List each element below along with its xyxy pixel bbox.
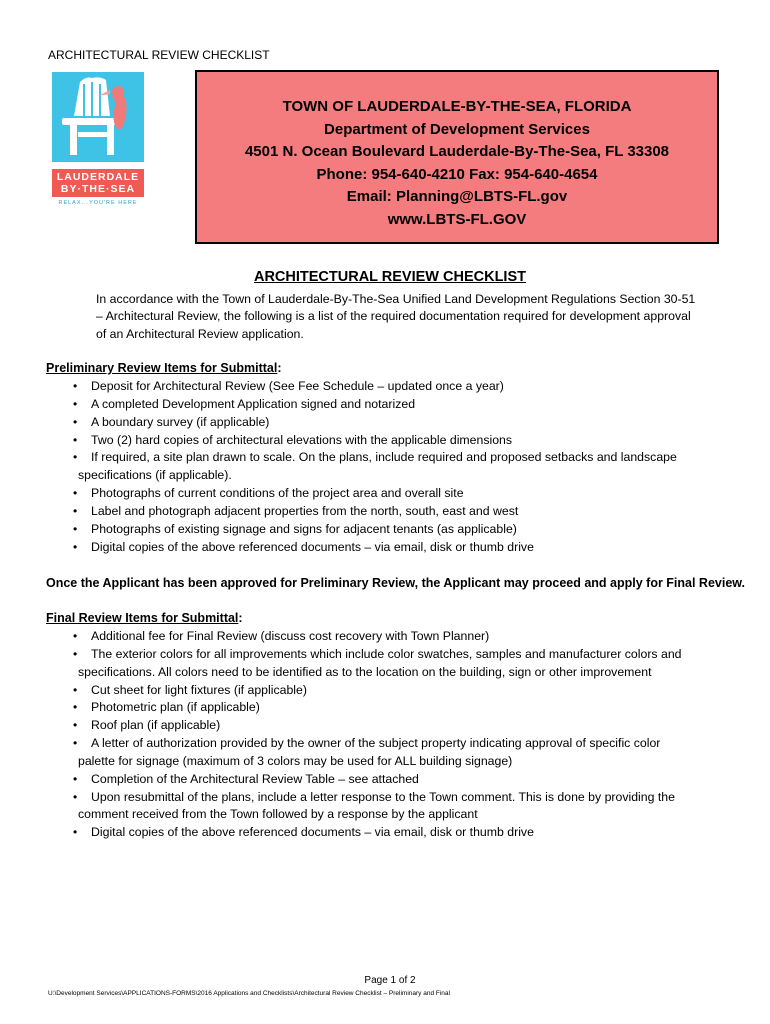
- list-item-continuation: specifications (if applicable).: [78, 468, 232, 483]
- department-name: Department of Development Services: [324, 120, 590, 138]
- list-item: • Upon resubmittal of the plans, include a letter response to the Town comment. This is done by providing the: [73, 789, 675, 804]
- list-item: • Deposit for Architectural Review (See Fee Schedule – updated once a year): [73, 379, 504, 393]
- page-number: Page 1 of 2: [364, 975, 416, 986]
- beach-chair-pelican-icon: [52, 72, 144, 162]
- intro-paragraph: In accordance with the Town of Lauderdale-By-The-Sea Unified Land Development Regulations Section 30-51 – Architectural Review, the following is a list of the required documentation required for development approval of an Architectural Review application.: [96, 292, 696, 341]
- file-path: U:\Development Services\APPLICATIONS-FORMS\2016 Applications and Checklists\Architectural Review Checklist – Preliminary and Final: [48, 990, 450, 997]
- list-item: • Completion of the Architectural Review Table – see attached: [73, 771, 419, 786]
- list-item-continuation: comment received from the Town followed by a response by the applicant: [78, 807, 478, 822]
- town-contact-box: [195, 70, 719, 244]
- list-item: • Two (2) hard copies of architectural elevations with the applicable dimensions: [73, 432, 513, 447]
- street-address: 4501 N. Ocean Boulevard Lauderdale-By-The-Sea, FL 33308: [244, 143, 670, 160]
- logo-wordmark: LAUDERDALE BY·THE·SEA: [52, 169, 144, 197]
- list-item: • Photometric plan (if applicable): [73, 700, 260, 715]
- town-name: TOWN OF LAUDERDALE-BY-THE-SEA, FLORIDA: [282, 98, 632, 115]
- list-item: • If required, a site plan drawn to scale. On the plans, include required and proposed setbacks and landscape: [73, 450, 677, 465]
- list-item: • Roof plan (if applicable): [73, 718, 221, 733]
- preliminary-list: [72, 378, 677, 556]
- list-item: • A boundary survey (if applicable): [73, 414, 270, 429]
- list-item: • Digital copies of the above referenced documents – via email, disk or thumb drive: [73, 825, 534, 840]
- document-title: ARCHITECTURAL REVIEW CHECKLIST: [253, 269, 526, 285]
- preliminary-heading: Preliminary Review Items for Submittal:: [46, 361, 282, 375]
- phone-fax: Phone: 954-640-4210 Fax: 954-640-4654: [316, 165, 598, 183]
- logo-tagline: RELAX...YOU'RE HERE: [58, 200, 138, 206]
- email-address: Email: Planning@LBTS-FL.gov: [346, 188, 568, 205]
- town-logo: [52, 72, 144, 206]
- approval-note: Once the Applicant has been approved for Preliminary Review, the Applicant may proceed and apply for Final Review.: [46, 576, 746, 590]
- final-list: [72, 628, 682, 842]
- website-url: www.LBTS-FL.GOV: [387, 210, 527, 228]
- final-heading: Final Review Items for Submittal:: [46, 611, 243, 625]
- list-item: • Digital copies of the above referenced documents – via email, disk or thumb drive: [73, 539, 534, 554]
- list-item: • Label and photograph adjacent properties from the north, south, east and west: [73, 503, 519, 518]
- list-item-continuation: specifications. All colors need to be identified as to the location on the building, sign or other improvement: [78, 664, 652, 679]
- list-item: • A letter of authorization provided by the owner of the subject property indicating approval of specific color: [73, 736, 661, 751]
- list-item: • Photographs of existing signage and signs for adjacent tenants (as applicable): [73, 521, 517, 536]
- list-item: • Additional fee for Final Review (discuss cost recovery with Town Planner): [73, 629, 490, 643]
- list-item: • Photographs of current conditions of the project area and overall site: [73, 486, 464, 501]
- list-item: • A completed Development Application signed and notarized: [73, 396, 416, 411]
- list-item-continuation: palette for signage (maximum of 3 colors may be used for ALL building signage): [78, 753, 513, 768]
- list-item: • Cut sheet for light fixtures (if applicable): [73, 682, 307, 697]
- top-label: ARCHITECTURAL REVIEW CHECKLIST: [48, 48, 270, 62]
- list-item: • The exterior colors for all improvements which include color swatches, samples and manufacturer colors and: [73, 646, 682, 661]
